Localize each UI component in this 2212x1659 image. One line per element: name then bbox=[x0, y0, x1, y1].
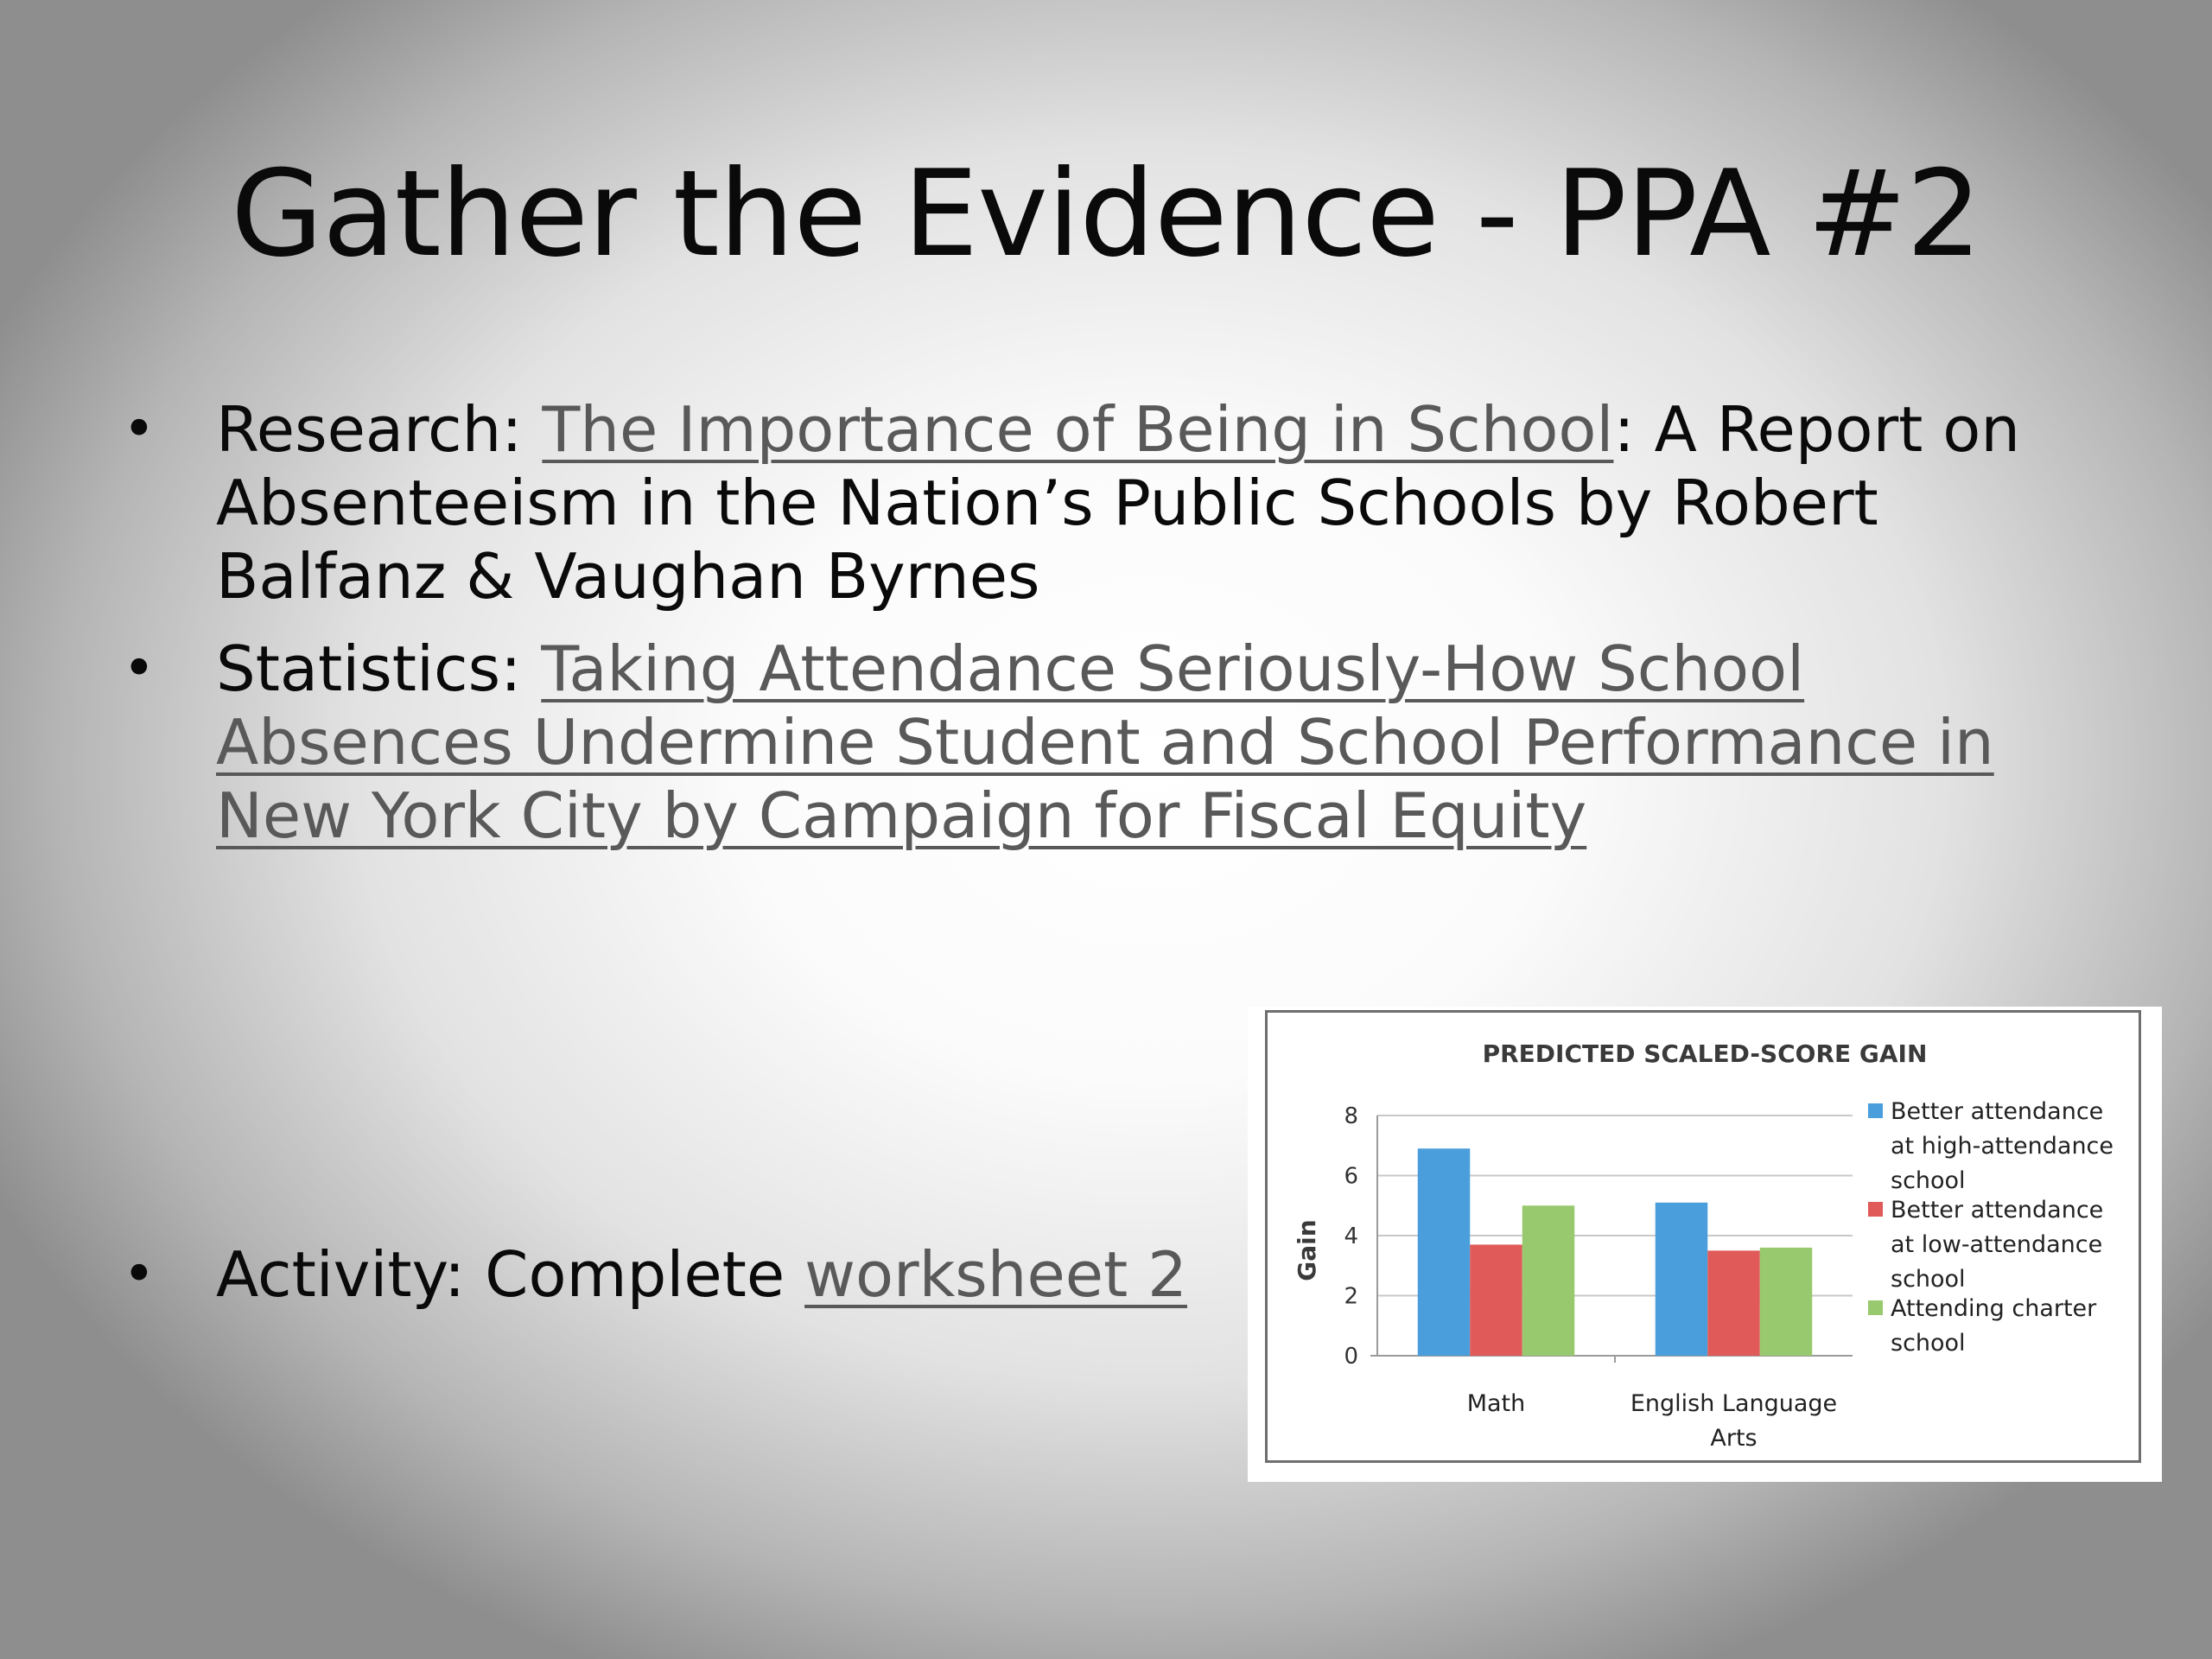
legend-label: Better attendance bbox=[1891, 1197, 2104, 1224]
bullet-label: Research: bbox=[216, 393, 523, 466]
bar bbox=[1418, 1148, 1471, 1356]
y-tick-label: 0 bbox=[1344, 1344, 1358, 1370]
legend-label: Better attendance bbox=[1891, 1098, 2104, 1125]
y-tick-label: 6 bbox=[1344, 1163, 1358, 1190]
legend-label: school bbox=[1891, 1167, 1966, 1194]
worksheet-link[interactable]: worksheet 2 bbox=[804, 1238, 1187, 1311]
y-tick-label: 8 bbox=[1344, 1103, 1358, 1129]
bar bbox=[1522, 1205, 1575, 1356]
legend-swatch bbox=[1868, 1300, 1883, 1315]
bar bbox=[1760, 1248, 1813, 1356]
y-tick-label: 2 bbox=[1344, 1283, 1358, 1310]
bar-chart bbox=[1248, 1007, 2162, 1482]
bullet-label: Statistics: bbox=[216, 632, 522, 705]
x-tick-label: English Language bbox=[1630, 1390, 1838, 1417]
x-tick-label: Arts bbox=[1710, 1425, 1758, 1452]
legend-swatch bbox=[1868, 1103, 1883, 1118]
legend-label: school bbox=[1891, 1330, 1966, 1357]
bullet-label: Activity: Complete bbox=[216, 1238, 785, 1311]
bullet-dot: • bbox=[123, 1243, 156, 1306]
bullet-research bbox=[123, 393, 2117, 613]
slide-title: Gather the Evidence - PPA #2 bbox=[231, 144, 1981, 283]
legend-label: at low-attendance bbox=[1891, 1231, 2103, 1258]
legend-label: Attending charter bbox=[1891, 1295, 2097, 1322]
chart-panel bbox=[1248, 1007, 2162, 1482]
statistics-report-link[interactable]: Taking Attendance Seriously-How School Absences Undermine Student and School Performance in New York City by Campaign for Fiscal Equity bbox=[216, 632, 1994, 852]
bullet-text: : A Report on Absenteeism in the Nation’s Public Schools by Robert Balfanz & Vaughan Byrnes bbox=[216, 393, 2020, 613]
research-report-link[interactable]: The Importance of Being in School bbox=[542, 393, 1614, 466]
bar bbox=[1656, 1203, 1708, 1356]
legend-label: school bbox=[1891, 1266, 1966, 1293]
y-axis-label: Gain bbox=[1293, 1219, 1321, 1281]
x-tick-label: Math bbox=[1466, 1390, 1526, 1417]
legend-swatch bbox=[1868, 1202, 1883, 1217]
bar bbox=[1470, 1244, 1522, 1356]
bar bbox=[1707, 1250, 1760, 1356]
legend-label: at high-attendance bbox=[1891, 1133, 2114, 1160]
y-tick-label: 4 bbox=[1344, 1224, 1358, 1249]
chart-title: PREDICTED SCALED-SCORE GAIN bbox=[1482, 1039, 1928, 1068]
bullet-dot: • bbox=[123, 397, 156, 461]
bullet-dot: • bbox=[123, 637, 156, 701]
bullet-statistics bbox=[123, 632, 2117, 853]
